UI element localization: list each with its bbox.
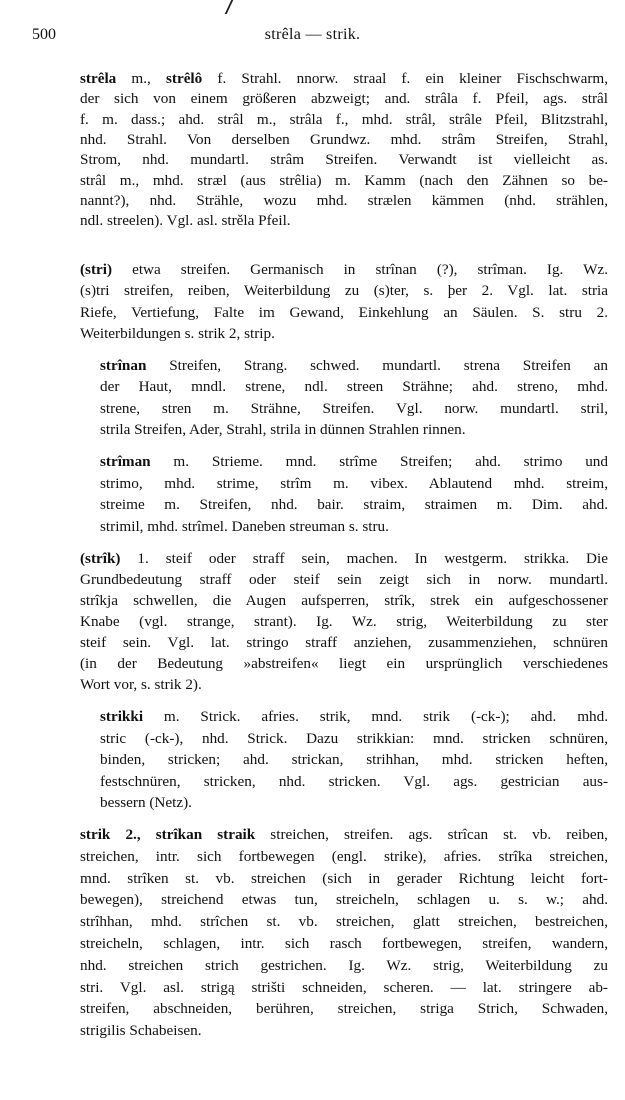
entry-line xyxy=(80,70,608,88)
entry-line xyxy=(80,261,608,279)
entry-text: streifen, abschneiden, berühren, streichen, striga Strich, Schwaden, xyxy=(80,1000,608,1018)
entry-line xyxy=(80,282,608,300)
entry-text: Grundbedeutung straff oder steif sein zeigt sich in norw. mundartl. xyxy=(80,571,608,588)
headword: (stri) xyxy=(80,261,113,278)
entry-line xyxy=(100,773,608,791)
entry-text: der Haut, mndl. strene, ndl. streen Strähne; ahd. streno, mhd. xyxy=(100,378,608,396)
entry-line xyxy=(100,518,389,536)
entry-line xyxy=(80,634,608,652)
headword: strêla xyxy=(80,70,117,87)
entry-text: bewegen), streichend etwas tun, streicheln, schlagen u. s. w.; ahd. xyxy=(80,891,608,909)
entry-text: f. m. dass.; ahd. strâl m., strâla f., mhd. strâl, strâle Pfeil, Blitzstrahl, xyxy=(80,110,608,128)
entry-line xyxy=(80,212,291,230)
entry-text: nhd. Strahl. Von derselben Grundwz. mhd. strâm Streifen, Strahl, xyxy=(80,130,608,148)
entry-text: strene, stren m. Strähne, Streifen. Vgl. norw. mundartl. stril, xyxy=(100,399,608,417)
entry-text: binden, stricken; ahd. strickan, strihhan, mhd. stricken heften, xyxy=(100,751,608,768)
entry-text: (s)tri streifen, reiben, Weiterbildung zu (s)ter, s. þer 2. Vgl. lat. stria xyxy=(80,282,608,300)
entry-line xyxy=(80,979,608,997)
entry-line xyxy=(100,378,608,396)
entry-text: 1. steif oder straff sein, machen. In westgerm. strikka. Die xyxy=(120,550,608,567)
entry-text: strîkja schwellen, die Augen aufsperren, strîk, strek ein aufgeschossener xyxy=(80,592,608,609)
entry-line xyxy=(80,913,608,931)
entry-line xyxy=(100,751,608,769)
entry-text: nannt?), nhd. Strähle, wozu mhd. strælen kämmen (nhd. strählen, xyxy=(80,191,608,209)
entry-text: Streifen, Strang. schwed. mundartl. strena Streifen an xyxy=(146,357,608,374)
entry-line xyxy=(80,325,275,343)
entry-line xyxy=(100,400,608,418)
entry-text: stric (-ck-), nhd. Strick. Dazu strikkian: mnd. stricken schnüren, xyxy=(100,729,608,747)
entry-text: bessern (Netz). xyxy=(100,794,192,811)
entry-text: ndl. streelen). Vgl. asl. strěla Pfeil. xyxy=(80,212,291,230)
entry-line xyxy=(80,826,608,844)
entry-text: m. Strick. afries. strik, mnd. strik (-ck-); ahd. mhd. xyxy=(143,708,608,725)
entry-line xyxy=(80,550,608,568)
headword: strînan xyxy=(100,357,147,374)
entry-text: f. Strahl. nnorw. straal f. ein kleiner Fischschwarm, xyxy=(202,70,608,87)
entry-line xyxy=(80,870,608,888)
entry-line xyxy=(80,90,608,108)
entry-line xyxy=(100,708,608,726)
entry-line xyxy=(80,571,608,589)
entry-text: Knabe (vgl. strange, strant). Ig. Wz. strig, Weiterbildung zu ster xyxy=(80,613,608,630)
entry-text: mnd. strîken st. vb. streichen (sich in gerader Richtung leicht fort- xyxy=(80,869,608,887)
entry-text: Weiterbildungen s. strik 2, strip. xyxy=(80,324,275,342)
entry-line xyxy=(80,655,608,673)
entry-text: etwa streifen. Germanisch in strînan (?), strîman. Ig. Wz. xyxy=(112,261,608,278)
entry-line xyxy=(100,730,608,748)
entry-line xyxy=(80,1000,608,1018)
entry-line xyxy=(80,592,608,610)
entry-line xyxy=(100,475,608,493)
entry-line xyxy=(100,794,192,812)
entry-text: strimil, mhd. strîmel. Daneben streuman s. stru. xyxy=(100,517,389,535)
entry-line xyxy=(80,935,608,953)
entry-text: Riefe, Vertiefung, Falte im Gewand, Einkehlung an Säulen. S. stru 2. xyxy=(80,303,608,321)
entry-line xyxy=(80,957,608,975)
entry-text: strîhhan, mhd. strîchen st. vb. streichen, glatt streichen, bestreichen, xyxy=(80,913,608,931)
entry-text: (in der Bedeutung »abstreifen« liegt ein ursprünglich verschiedenes xyxy=(80,655,608,672)
entry-line xyxy=(80,151,608,169)
running-head: strêla — strik. xyxy=(264,26,361,43)
entry-line xyxy=(80,172,608,190)
entry-line xyxy=(80,111,608,129)
entry-text: streichen, intr. sich fortbewegen (engl. strike), afries. strîka streichen, xyxy=(80,847,608,865)
headword: strîman xyxy=(100,453,151,470)
entry-text: festschnüren, stricken, nhd. stricken. Vgl. ags. gestrician aus- xyxy=(100,772,608,790)
entry-line xyxy=(80,848,608,866)
entry-line xyxy=(80,1022,202,1040)
entry-line xyxy=(80,192,608,210)
headword: strikki xyxy=(100,708,144,725)
entry-text: streichen, streifen. ags. strîcan st. vb. reiben, xyxy=(255,826,608,843)
entry-text: strâl m., mhd. stræl (aus strêlia) m. Kamm (nach den Zähnen so be- xyxy=(80,171,608,189)
entry-text: m., xyxy=(116,70,166,87)
entry-text: der sich von einem größeren abzweigt; and. strâla f. Pfeil, ags. strâl xyxy=(80,90,608,108)
entry-text: Wort vor, s. strik 2). xyxy=(80,676,202,693)
entry-line xyxy=(80,613,608,631)
headword: (strîk) xyxy=(80,550,121,567)
entry-line xyxy=(80,676,202,694)
entry-text: steif sein. Vgl. lat. stringo straff anziehen, zusammenziehen, schnüren xyxy=(80,634,608,651)
entry-line xyxy=(80,304,608,322)
entry-text: streime m. Streifen, nhd. bair. straim, straimen m. Dim. ahd. xyxy=(100,496,608,513)
entry-text: streicheln, schlagen, intr. sich rasch fortbewegen, streifen, wandern, xyxy=(80,935,608,952)
entry-line xyxy=(100,421,466,439)
entry-text: strigilis Schabeisen. xyxy=(80,1022,202,1040)
page-number: 500 xyxy=(32,26,56,43)
entry-text: Strom, nhd. mundartl. strâm Streifen. Verwandt ist vielleicht as. xyxy=(80,151,608,169)
entry-line xyxy=(80,891,608,909)
entry-text: stri. Vgl. asl. strigą strišti schneiden, scheren. — lat. stringere ab- xyxy=(80,978,608,996)
entry-text: strila Streifen, Ader, Strahl, strila in dünnen Strahlen rinnen. xyxy=(100,420,466,438)
stray-pen-mark xyxy=(225,0,240,14)
entry-line xyxy=(100,496,608,514)
entry-line xyxy=(100,357,608,375)
headword: strêlô xyxy=(165,70,203,87)
entry-text: nhd. streichen strich gestrichen. Ig. Wz. strig, Weiterbildung zu xyxy=(80,956,608,974)
entry-line xyxy=(80,131,608,149)
headword: strik 2., strîkan straik xyxy=(80,826,256,843)
entry-line xyxy=(100,453,608,471)
entry-text: strimo, mhd. strime, strîm m. vibex. Ablautend mhd. streim, xyxy=(100,474,608,492)
entry-text: m. Strieme. mnd. strîme Streifen; ahd. strimo und xyxy=(150,453,608,470)
